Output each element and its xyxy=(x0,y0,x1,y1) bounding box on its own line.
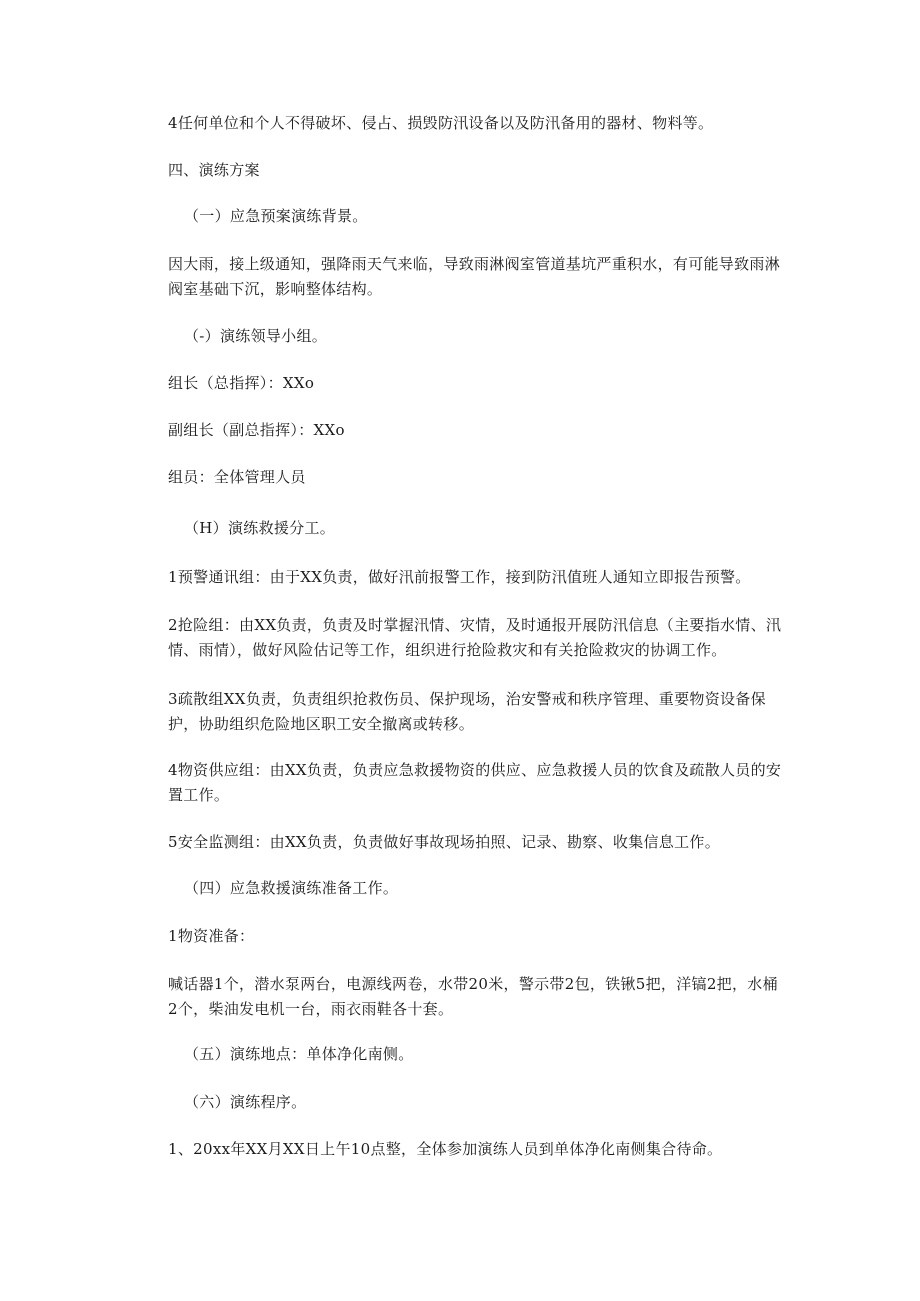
paragraph-rescue-team: 2抢险组：由XX负责，负责及时掌握汛情、灾情，及时通报开展防汛信息（主要指水情、汛情、雨情），做好风险估记等工作，组织进行抢险救灾和有关抢险救灾的协调工作。 xyxy=(168,616,782,659)
subheading-drill-background: （一）应急预案演练背景。 xyxy=(184,207,368,225)
subheading-rescue-division: （H）演练救援分工。 xyxy=(184,519,336,537)
paragraph-supply-team: 4物资供应组：由XX负责，负责应急救援物资的供应、应急救援人员的饮食及疏散人员的安置工作。 xyxy=(168,761,782,804)
paragraph-material-preparation: 1物资准备： xyxy=(168,927,255,945)
paragraph-deputy-leader: 副组长（副总指挥）：XXo xyxy=(168,421,345,439)
section-heading-drill-plan: 四、演练方案 xyxy=(168,161,260,179)
paragraph-evacuation-team: 3疏散组XX负责，负责组织抢救伤员、保护现场，治安警戒和秩序管理、重要物资设备保护，协助组织危险地区职工安全撤离或转移。 xyxy=(168,690,766,733)
paragraph-background-text: 因大雨，接上级通知，强降雨天气来临，导致雨淋阀室管道基坑严重积水，有可能导致雨淋阀室基础下沉，影响整体结构。 xyxy=(168,255,781,298)
subheading-drill-location: （五）演练地点：单体净化南侧。 xyxy=(184,1045,414,1063)
subheading-leadership-group: （-）演练领导小组。 xyxy=(184,327,328,345)
paragraph-group-members: 组员：全体管理人员 xyxy=(168,468,306,486)
subheading-drill-procedure: （六）演练程序。 xyxy=(184,1093,307,1111)
subheading-preparation: （四）应急救援演练准备工作。 xyxy=(184,879,399,897)
paragraph-warning-team: 1预警通讯组：由于XX负责，做好汛前报警工作，接到防汛值班人通知立即报告预警。 xyxy=(168,568,751,586)
paragraph-equipment-list: 喊话器1个，潜水泵两台，电源线两卷，水带20米，警示带2包，铁锹5把，洋镐2把，水桶2个，柴油发电机一台，雨衣雨鞋各十套。 xyxy=(168,975,778,1018)
paragraph-group-leader: 组长（总指挥）：XXo xyxy=(168,374,315,392)
paragraph-monitoring-team: 5安全监测组：由XX负责，负责做好事故现场拍照、记录、勘察、收集信息工作。 xyxy=(168,833,721,851)
paragraph-procedure-step-1: 1、20xx年XX月XX日上午10点整，全体参加演练人员到单体净化南侧集合待命。 xyxy=(168,1140,723,1158)
paragraph-flood-equipment-rule: 4任何单位和个人不得破坏、侵占、损毁防汛设备以及防汛备用的器材、物料等。 xyxy=(168,114,714,132)
